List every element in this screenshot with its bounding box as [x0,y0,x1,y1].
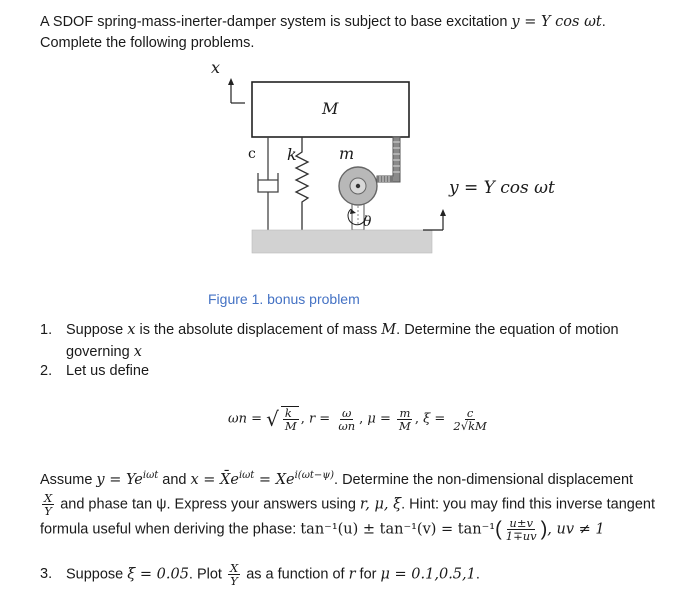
spring-label: k [287,145,297,164]
damper-label: c [248,146,256,162]
definitions-equation: ωn = √ $\frac{k}{M}$ , r = $\frac{\omega}{\omega n}$ , μ = $\frac{m}{M}$ , ξ = $\frac{c}{2√kM}$ [228,405,487,434]
assume-paragraph: Assume $y = Ye^{i\omega t}$ and $x = X̄e^{i\omega t} = Xe^{i(\omega t-\psi)}$. Determine the non-dimensional displacement $\frac{X}{Y}$ and phase tan ψ. Express your answers using r, μ, ξ. Hint: you may find this inverse tangent formula useful when deriving the phase: tan⁻¹(u) ± tan⁻¹(v) = tan⁻¹( $\frac{u\pm v}{1\mp uv}$ ), uv ≠ 1 [40,470,655,544]
problem-3-number: 3. [40,566,53,583]
intro-line-2: Complete the following problems. [40,35,255,51]
y-excitation-arrow [423,209,446,230]
base-excitation-eq: y = Y cos ωt [511,14,602,30]
damper [258,137,278,230]
inerter-flywheel [339,167,377,205]
base [252,230,432,253]
problem-1-number: 1. [40,322,53,338]
intro-line-1: A SDOF spring-mass-inerter-damper system is subject to base excitation y = Y cos ωt. [40,14,606,30]
theta-label: θ [363,214,372,230]
x-displacement-arrow [228,78,245,103]
problem-2: 2. Let us define [40,363,150,379]
mass-label: M [322,99,339,118]
problem-3: 3. Suppose ξ = 0.05. Plot $\frac{X}{Y}$ as a function of r for μ = 0.1,0.5,1. [40,561,480,589]
problem-2-number: 2. [40,363,53,379]
spring [296,137,308,230]
gear-rack [377,137,400,182]
problem-1: 1. Suppose x is the absolute displacement of mass M. Determine the equation of motion governing x [40,319,619,363]
figure-caption: Figure 1. bonus problem [208,291,360,307]
x-label: x [211,58,221,77]
base-excitation-label: y = Y cos ωt [449,178,555,198]
inerter-mass-label: m [339,144,355,163]
